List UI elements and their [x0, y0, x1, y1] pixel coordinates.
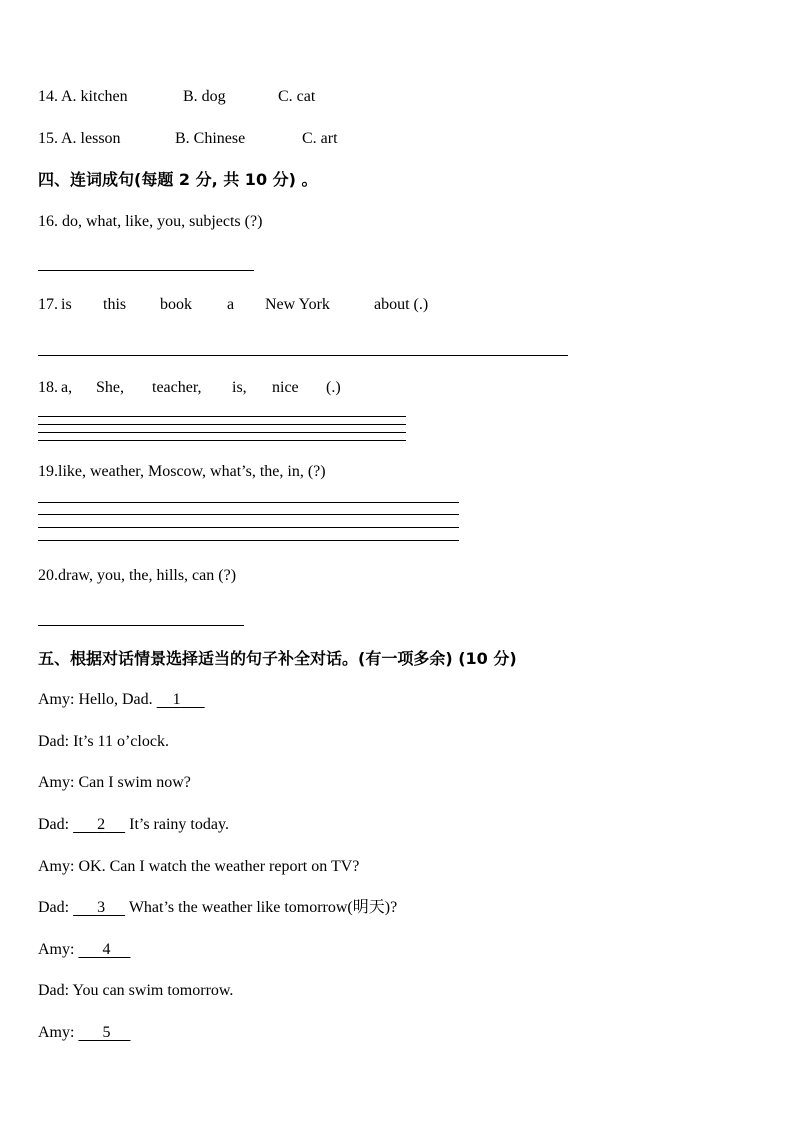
question-number: 15. — [38, 130, 58, 147]
option-a: A. kitchen — [61, 88, 128, 105]
word: a, — [61, 379, 73, 396]
answer-line[interactable] — [38, 440, 406, 441]
word: about (.) — [374, 296, 429, 313]
speaker: Amy: — [38, 691, 75, 708]
word: (.) — [326, 379, 341, 396]
answer-line[interactable] — [38, 270, 254, 271]
dialogue-line — [38, 981, 233, 1001]
dialogue-line — [38, 773, 191, 793]
section-5-title: 五、根据对话情景选择适当的句子补全对话。(有一项多余) (10 分) — [38, 649, 517, 668]
answer-line[interactable] — [38, 514, 459, 515]
dialogue-line — [38, 690, 205, 710]
dialogue-text: Hello, Dad. — [78, 691, 153, 708]
word: New York — [265, 296, 330, 313]
answer-blank[interactable]: 5 — [102, 1024, 111, 1041]
word: is — [61, 296, 72, 313]
speaker: Amy: — [38, 1024, 75, 1041]
dialogue-text: What’s the weather like tomorrow(明天)? — [128, 899, 398, 916]
dialogue-text: It’s 11 o’clock. — [73, 733, 169, 750]
question-16: 16. do, what, like, you, subjects (?) — [38, 213, 263, 230]
option-b: B. Chinese — [175, 130, 246, 147]
answer-line[interactable] — [38, 625, 244, 626]
section-4-title: 四、连词成句(每题 2 分, 共 10 分) 。 — [38, 170, 318, 189]
speaker: Dad: — [38, 733, 70, 750]
option-c: C. cat — [278, 88, 316, 105]
word: teacher, — [152, 379, 202, 396]
answer-line[interactable] — [38, 432, 406, 433]
word: a — [227, 296, 235, 313]
question-number: 14. — [38, 88, 58, 105]
answer-line[interactable] — [38, 502, 459, 503]
speaker: Dad: — [38, 982, 70, 999]
answer-line[interactable] — [38, 355, 568, 356]
answer-blank[interactable]: 3 — [97, 899, 106, 916]
question-20: 20.draw, you, the, hills, can (?) — [38, 567, 237, 584]
speaker: Amy: — [38, 858, 75, 875]
dialogue-line — [38, 898, 397, 918]
answer-blank[interactable]: 1 — [172, 691, 181, 708]
question-19: 19.like, weather, Moscow, what’s, the, in, (?) — [38, 463, 326, 480]
answer-line[interactable] — [38, 540, 459, 541]
dialogue-line — [38, 1023, 130, 1043]
dialogue-line — [38, 857, 359, 877]
speaker: Dad: — [38, 899, 70, 916]
speaker: Amy: — [38, 941, 75, 958]
dialogue-text: OK. Can I watch the weather report on TV? — [78, 858, 360, 875]
speaker: Amy: — [38, 774, 75, 791]
word: is, — [232, 379, 247, 396]
dialogue-text: You can swim tomorrow. — [72, 982, 234, 999]
answer-blank[interactable]: 2 — [97, 816, 106, 833]
word: She, — [96, 379, 124, 396]
word: this — [103, 296, 127, 313]
option-a: A. lesson — [61, 130, 121, 147]
speaker: Dad: — [38, 816, 70, 833]
option-c: C. art — [302, 130, 338, 147]
option-b: B. dog — [183, 88, 226, 105]
word: book — [160, 296, 192, 313]
dialogue-text: Can I swim now? — [78, 774, 191, 791]
question-number: 18. — [38, 379, 58, 396]
dialogue-text: It’s rainy today. — [129, 816, 229, 833]
dialogue-line — [38, 815, 229, 835]
dialogue-line — [38, 940, 130, 960]
dialogue-line — [38, 732, 169, 752]
question-number: 17. — [38, 296, 58, 313]
word: nice — [272, 379, 299, 396]
answer-blank[interactable]: 4 — [102, 941, 111, 958]
answer-line[interactable] — [38, 416, 406, 417]
answer-line[interactable] — [38, 527, 459, 528]
answer-line[interactable] — [38, 424, 406, 425]
